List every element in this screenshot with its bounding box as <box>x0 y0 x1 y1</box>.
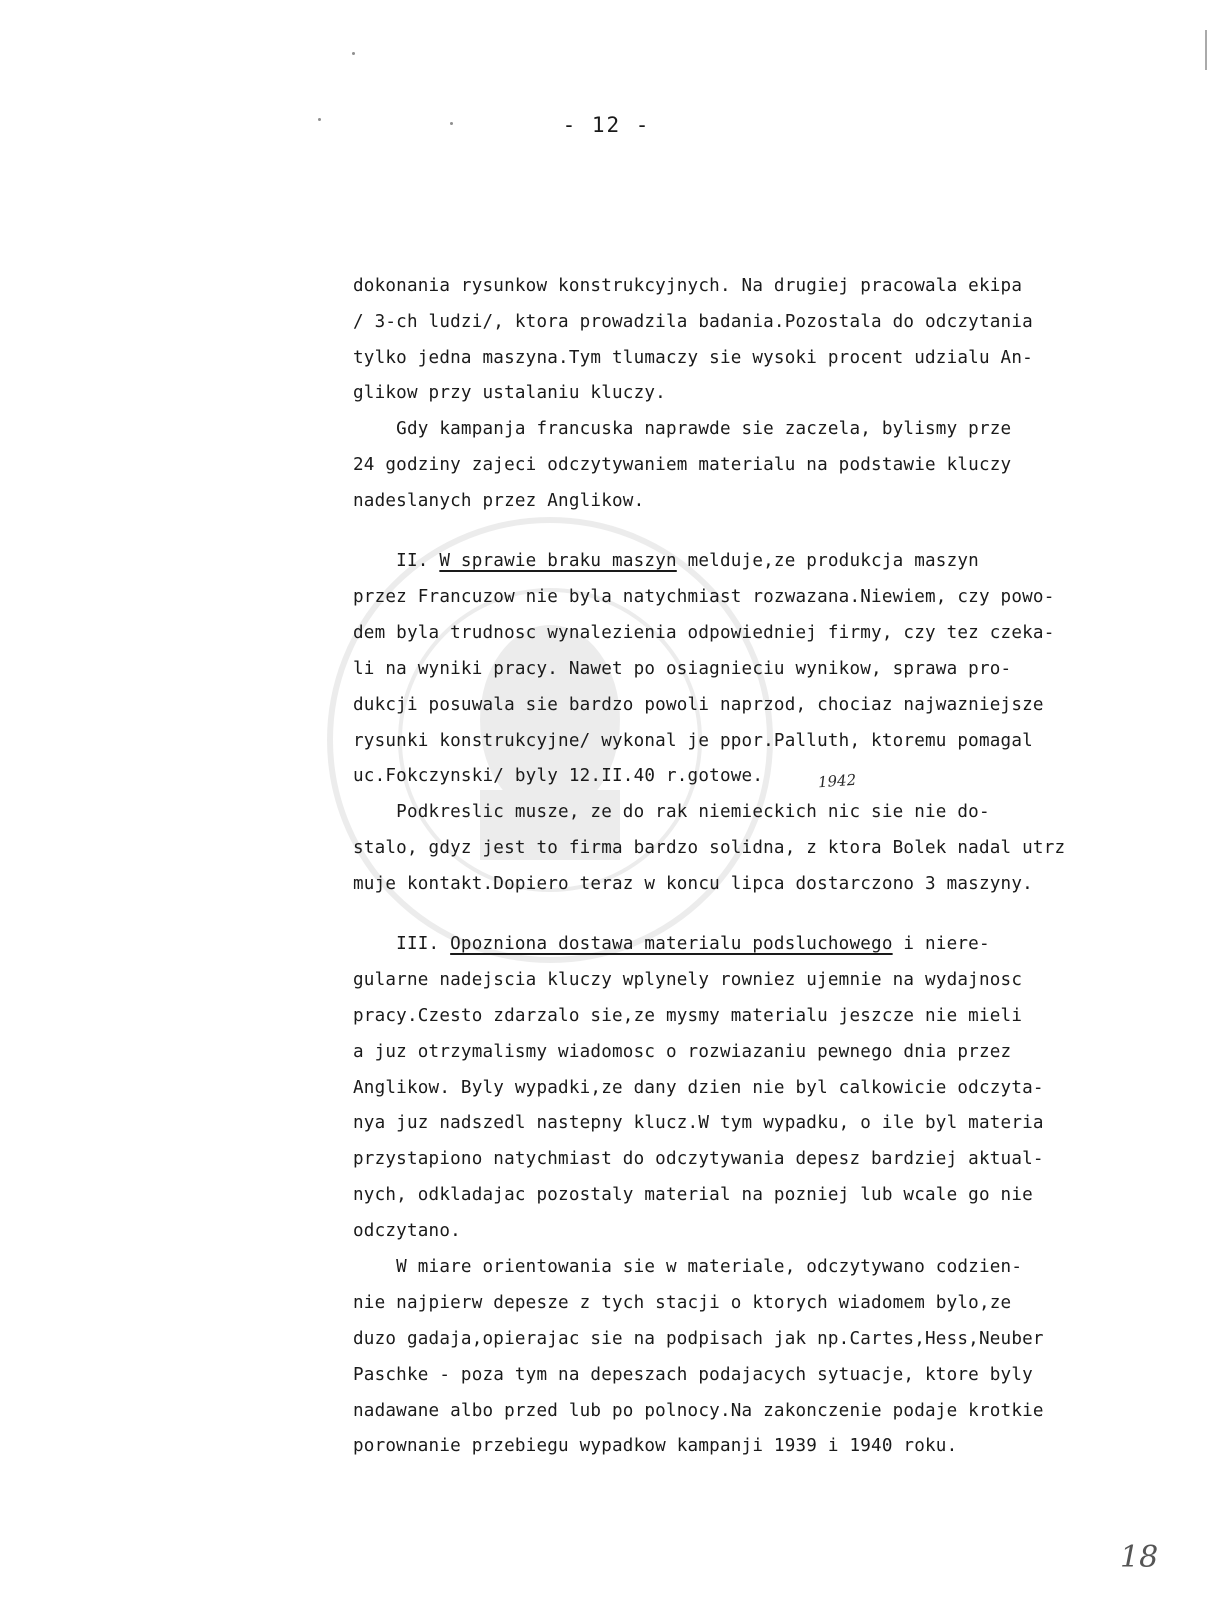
text-line: przez Francuzow nie byla natychmiast rozwazana.Niewiem, czy powo- <box>353 586 1055 607</box>
text-line: tylko jedna maszyna.Tym tlumaczy sie wysoki procent udzialu An- <box>353 347 1033 368</box>
underlined-heading: W sprawie braku maszyn <box>439 551 677 572</box>
text-line: Podkreslic musze, ze do rak niemieckich nic sie nie do- <box>353 802 990 823</box>
underlined-heading: Opozniona dostawa materialu podsluchowego <box>450 933 893 954</box>
text-line: duzo gadaja,opierajac sie na podpisach jak np.Cartes,Hess,Neuber <box>353 1328 1044 1349</box>
text-line: Anglikow. Byly wypadki,ze dany dzien nie byl calkowicie odczyta- <box>353 1077 1044 1098</box>
section-gap <box>353 903 1163 927</box>
text-line: W miare orientowania sie w materiale, odczytywano codzien- <box>353 1256 1023 1277</box>
text-line: a juz otrzymalismy wiadomosc o rozwiazaniu pewnego dnia przez <box>353 1041 1012 1062</box>
text-line: rysunki konstrukcyjne/ wykonal je ppor.Palluth, ktoremu pomagal <box>353 730 1033 751</box>
paragraph <box>353 1250 1163 1465</box>
text-line: porownanie przebiegu wypadkow kampanji 1939 i 1940 roku. <box>353 1436 958 1457</box>
paragraph <box>353 412 1163 520</box>
text-line: odczytano. <box>353 1221 461 1242</box>
heading-continuation: melduje,ze produkcja maszyn <box>676 551 979 572</box>
text-line: nadeslanych przez Anglikow. <box>353 491 645 512</box>
text-line: 24 godziny zajeci odczytywaniem materialu na podstawie kluczy <box>353 455 1012 476</box>
paper-speck <box>352 52 355 55</box>
text-line: Paschke - poza tym na depeszach podajacych sytuacje, ktore byly <box>353 1364 1033 1385</box>
paragraph-container <box>353 269 1163 1466</box>
page-number: - 12 - <box>562 113 651 137</box>
text-line: dukcji posuwala sie bardzo powoli naprzod, chociaz najwazniejsze <box>353 694 1044 715</box>
paragraph <box>353 795 1163 903</box>
text-line: / 3-ch ludzi/, ktora prowadzila badania.Pozostala do odczytania <box>353 311 1033 332</box>
text-line: dem byla trudnosc wynalezienia odpowiedniej firmy, czy tez czeka- <box>353 622 1055 643</box>
text-line: pracy.Czesto zdarzalo sie,ze mysmy materialu jeszcze nie mieli <box>353 1005 1023 1026</box>
heading-numeral: III. <box>353 933 451 954</box>
handwritten-year-annotation: 1942 <box>817 770 857 792</box>
text-line: stalo, gdyz jest to firma bardzo solidna, z ktora Bolek nadal utrz <box>353 838 1066 859</box>
paragraph <box>353 544 1163 795</box>
text-line: uc.Fokczynski/ byly 12.II.40 r.gotowe. <box>353 766 764 787</box>
typewritten-body <box>353 197 1163 1537</box>
paragraph-heading-line <box>353 544 1163 580</box>
text-line: gularne nadejscia kluczy wplynely rowniez ujemnie na wydajnosc <box>353 969 1023 990</box>
text-line: Gdy kampanja francuska naprawde sie zaczela, bylismy prze <box>353 419 1012 440</box>
text-line: nych, odkladajac pozostaly material na pozniej lub wcale go nie <box>353 1185 1033 1206</box>
paragraph-heading-line <box>353 927 1163 963</box>
folio-number: 18 <box>1120 1540 1159 1575</box>
text-line: dokonania rysunkow konstrukcyjnych. Na drugiej pracowala ekipa <box>353 275 1023 296</box>
page-edge-mark <box>1205 30 1207 70</box>
text-line: nie najpierw depesze z tych stacji o ktorych wiadomem bylo,ze <box>353 1292 1012 1313</box>
text-line: nadawane albo przed lub po polnocy.Na zakonczenie podaje krotkie <box>353 1400 1044 1421</box>
text-line: li na wyniki pracy. Nawet po osiagnieciu wynikow, sprawa pro- <box>353 658 1012 679</box>
paragraph <box>353 269 1163 413</box>
section-gap <box>353 520 1163 544</box>
text-line: glikow przy ustalaniu kluczy. <box>353 383 666 404</box>
paragraph <box>353 927 1163 1250</box>
text-line: nya juz nadszedl nastepny klucz.W tym wypadku, o ile byl materia <box>353 1113 1044 1134</box>
text-line: muje kontakt.Dopiero teraz w koncu lipca dostarczono 3 maszyny. <box>353 874 1033 895</box>
heading-continuation: i niere- <box>892 933 990 954</box>
text-line: przystapiono natychmiast do odczytywania depesz bardziej aktual- <box>353 1149 1044 1170</box>
heading-numeral: II. <box>353 551 440 572</box>
